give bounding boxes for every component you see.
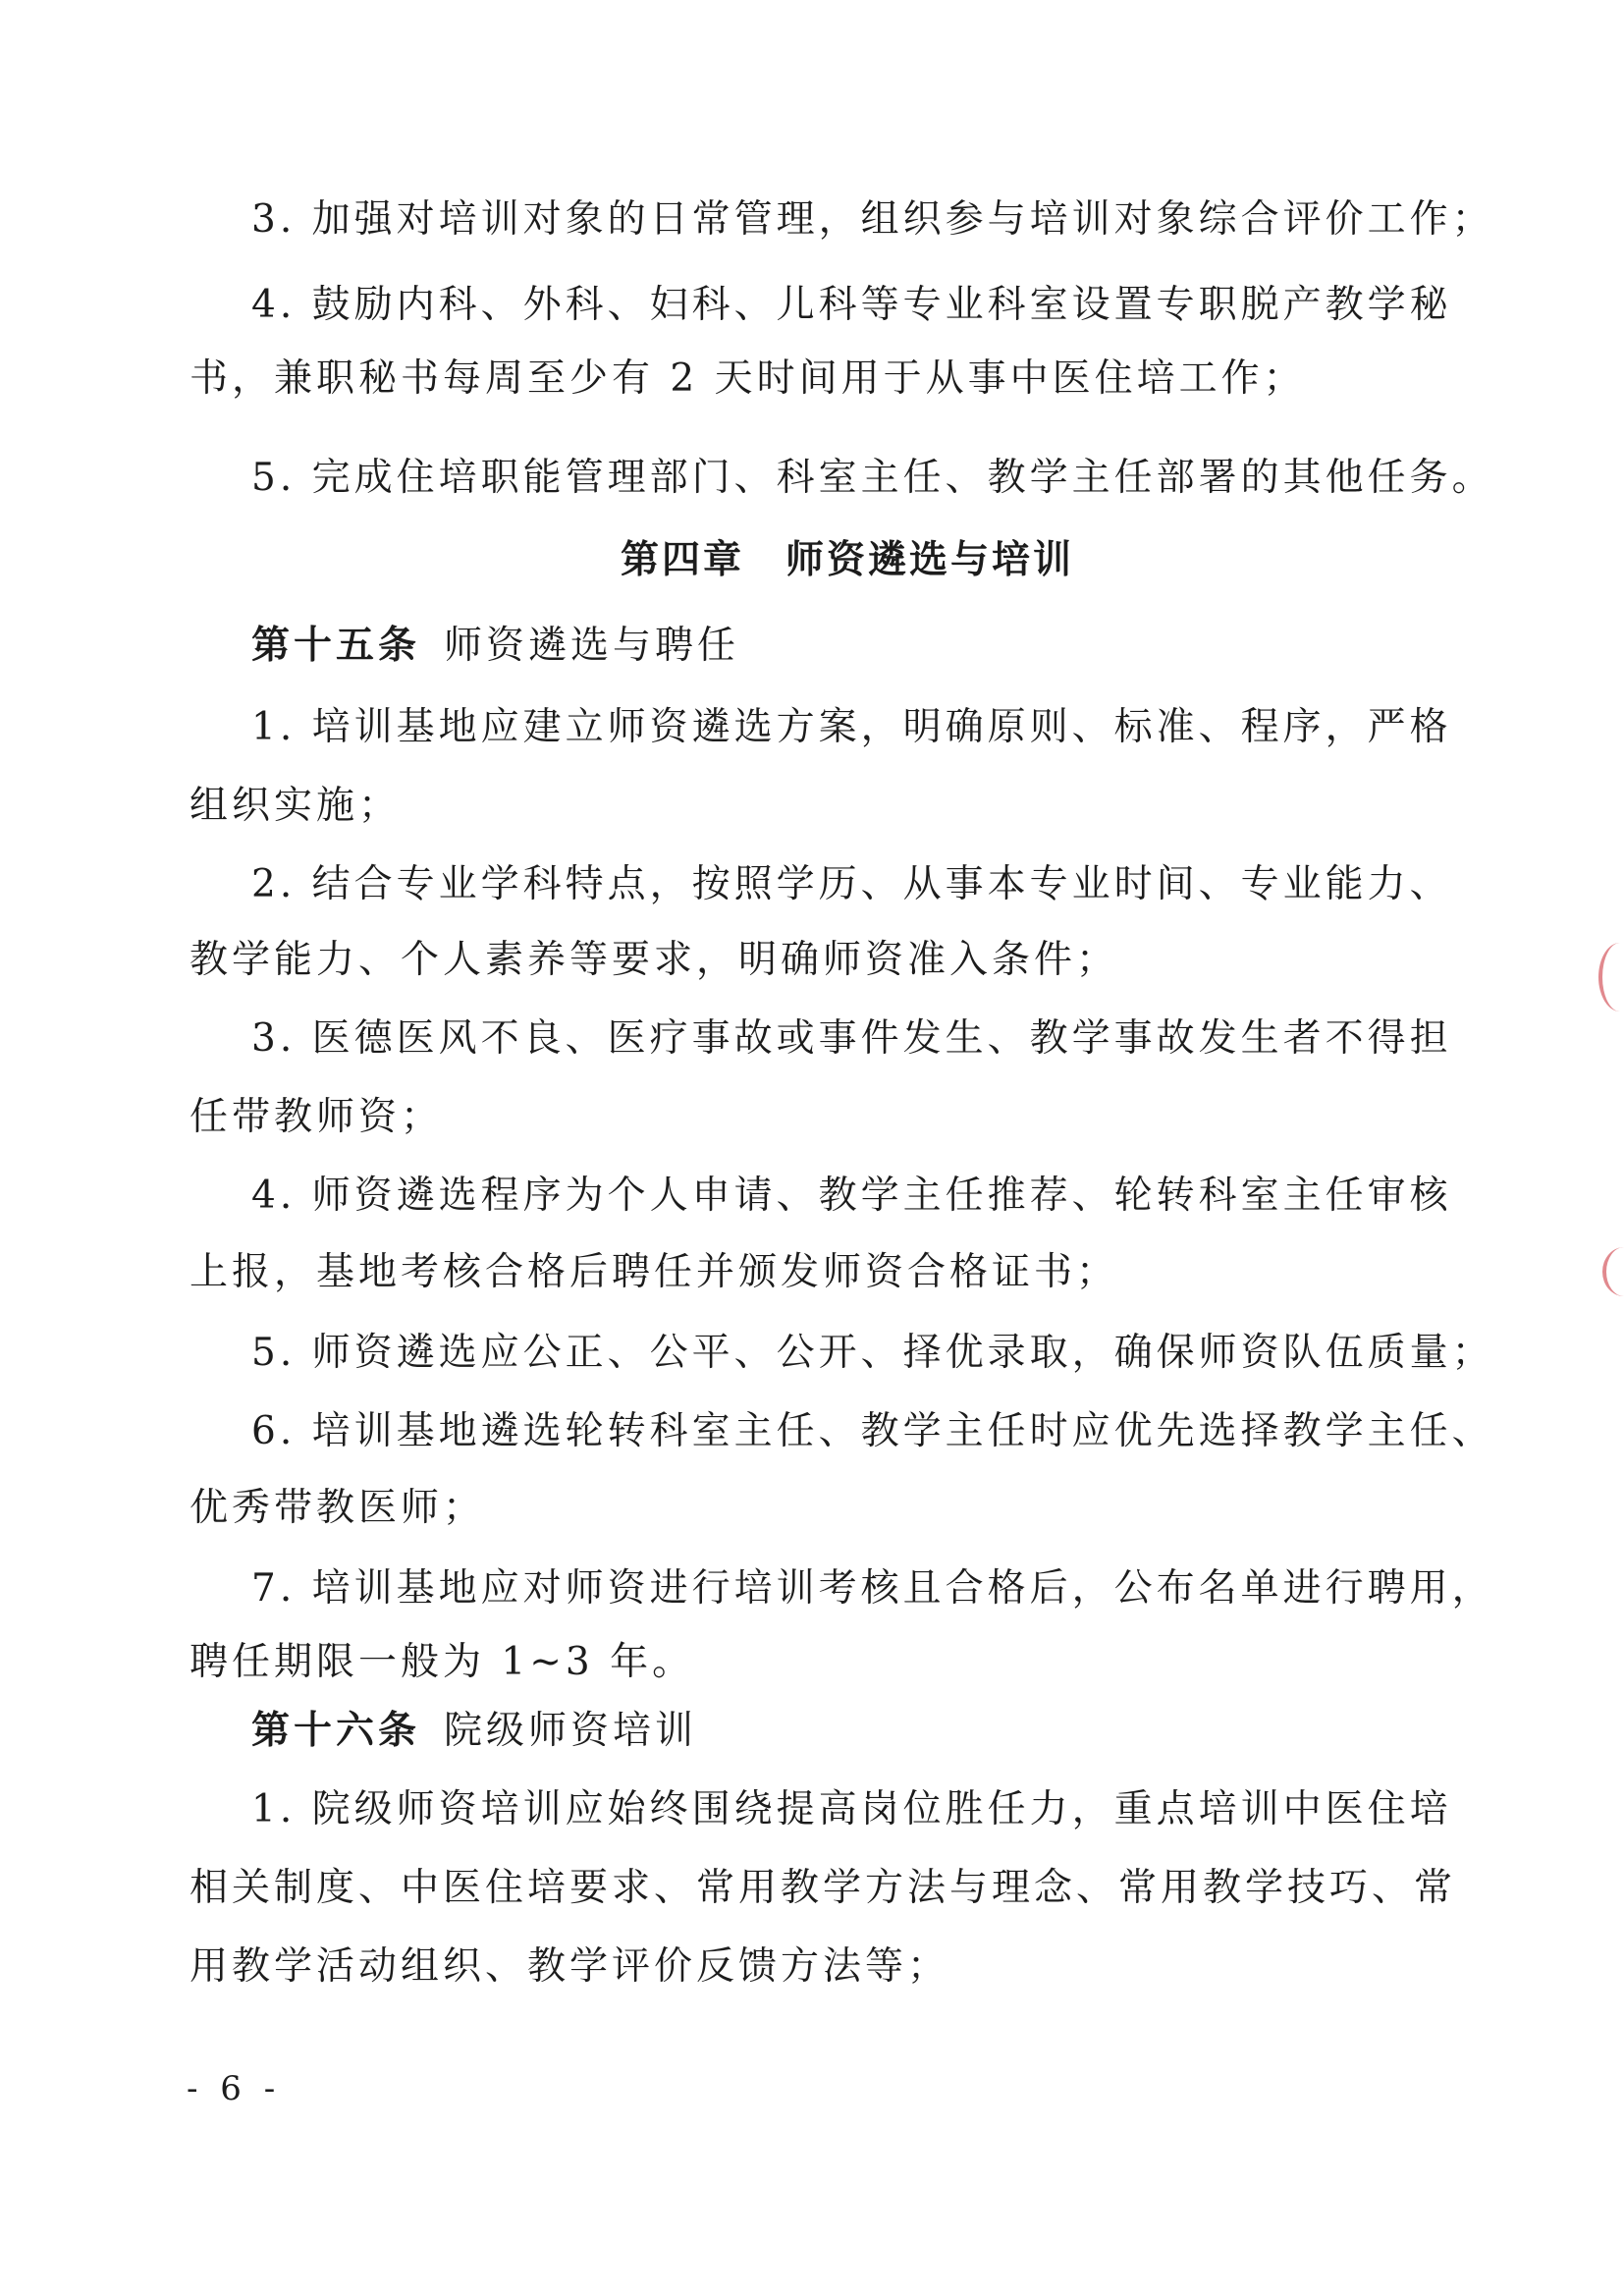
paragraph-start-line: 2. 结合专业学科特点，按照学历、从事本专业时间、专业能力、	[251, 862, 1452, 906]
paragraph-continuation-line: 优秀带教医师；	[189, 1486, 486, 1530]
chapter-heading: 第四章 师资遴选与培训	[621, 538, 1075, 582]
paragraph-continuation-line: 书，兼职秘书每周至少有 2 天时间用于从事中医住培工作；	[189, 356, 1306, 401]
paragraph-continuation-line: 聘任期限一般为 1~3 年。	[189, 1640, 695, 1684]
paragraph-continuation-line: 教学能力、个人素养等要求，明确师资准入条件；	[189, 938, 1119, 982]
paragraph-continuation-line: 相关制度、中医住培要求、常用教学方法与理念、常用教学技巧、常	[189, 1866, 1457, 1910]
red-seal-mark-upper	[1598, 943, 1624, 1011]
paragraph-continuation-line: 任带教师资；	[189, 1095, 444, 1139]
paragraph-continuation-line: 上报，基地考核合格后聘任并颁发师资合格证书；	[189, 1250, 1119, 1294]
paragraph-start-line: 6. 培训基地遴选轮转科室主任、教学主任时应优先选择教学主任、	[251, 1409, 1494, 1453]
paragraph-start-line: 5. 师资遴选应公正、公平、公开、择优录取，确保师资队伍质量；	[251, 1331, 1494, 1375]
article-heading	[251, 619, 739, 674]
article-number: 第十六条	[251, 1709, 421, 1753]
page-number: - 6 -	[187, 2069, 282, 2108]
article-title: 师资遴选与聘任	[444, 624, 740, 668]
paragraph-start-line: 1. 院级师资培训应始终围绕提高岗位胜任力，重点培训中医住培	[251, 1787, 1452, 1831]
paragraph-start-line: 1. 培训基地应建立师资遴选方案，明确原则、标准、程序，严格	[251, 705, 1452, 749]
article-title: 院级师资培训	[444, 1709, 698, 1753]
paragraph-start-line: 7. 培训基地应对师资进行培训考核且合格后，公布名单进行聘用，	[251, 1566, 1494, 1611]
paragraph-start-line: 4. 鼓励内科、外科、妇科、儿科等专业科室设置专职脱产教学秘	[251, 283, 1452, 327]
paragraph-continuation-line: 用教学活动组织、教学评价反馈方法等；	[189, 1944, 950, 1989]
paragraph-start-line: 5. 完成住培职能管理部门、科室主任、教学主任部署的其他任务。	[251, 456, 1494, 500]
article-heading	[251, 1704, 697, 1759]
red-seal-mark-lower	[1602, 1247, 1624, 1296]
paragraph-continuation-line: 组织实施；	[189, 784, 402, 828]
paragraph-start-line: 3. 加强对培训对象的日常管理，组织参与培训对象综合评价工作；	[251, 197, 1494, 242]
paragraph-start-line: 4. 师资遴选程序为个人申请、教学主任推荐、轮转科室主任审核	[251, 1174, 1452, 1218]
paragraph-start-line: 3. 医德医风不良、医疗事故或事件发生、教学事故发生者不得担	[251, 1016, 1452, 1061]
article-number: 第十五条	[251, 624, 421, 668]
